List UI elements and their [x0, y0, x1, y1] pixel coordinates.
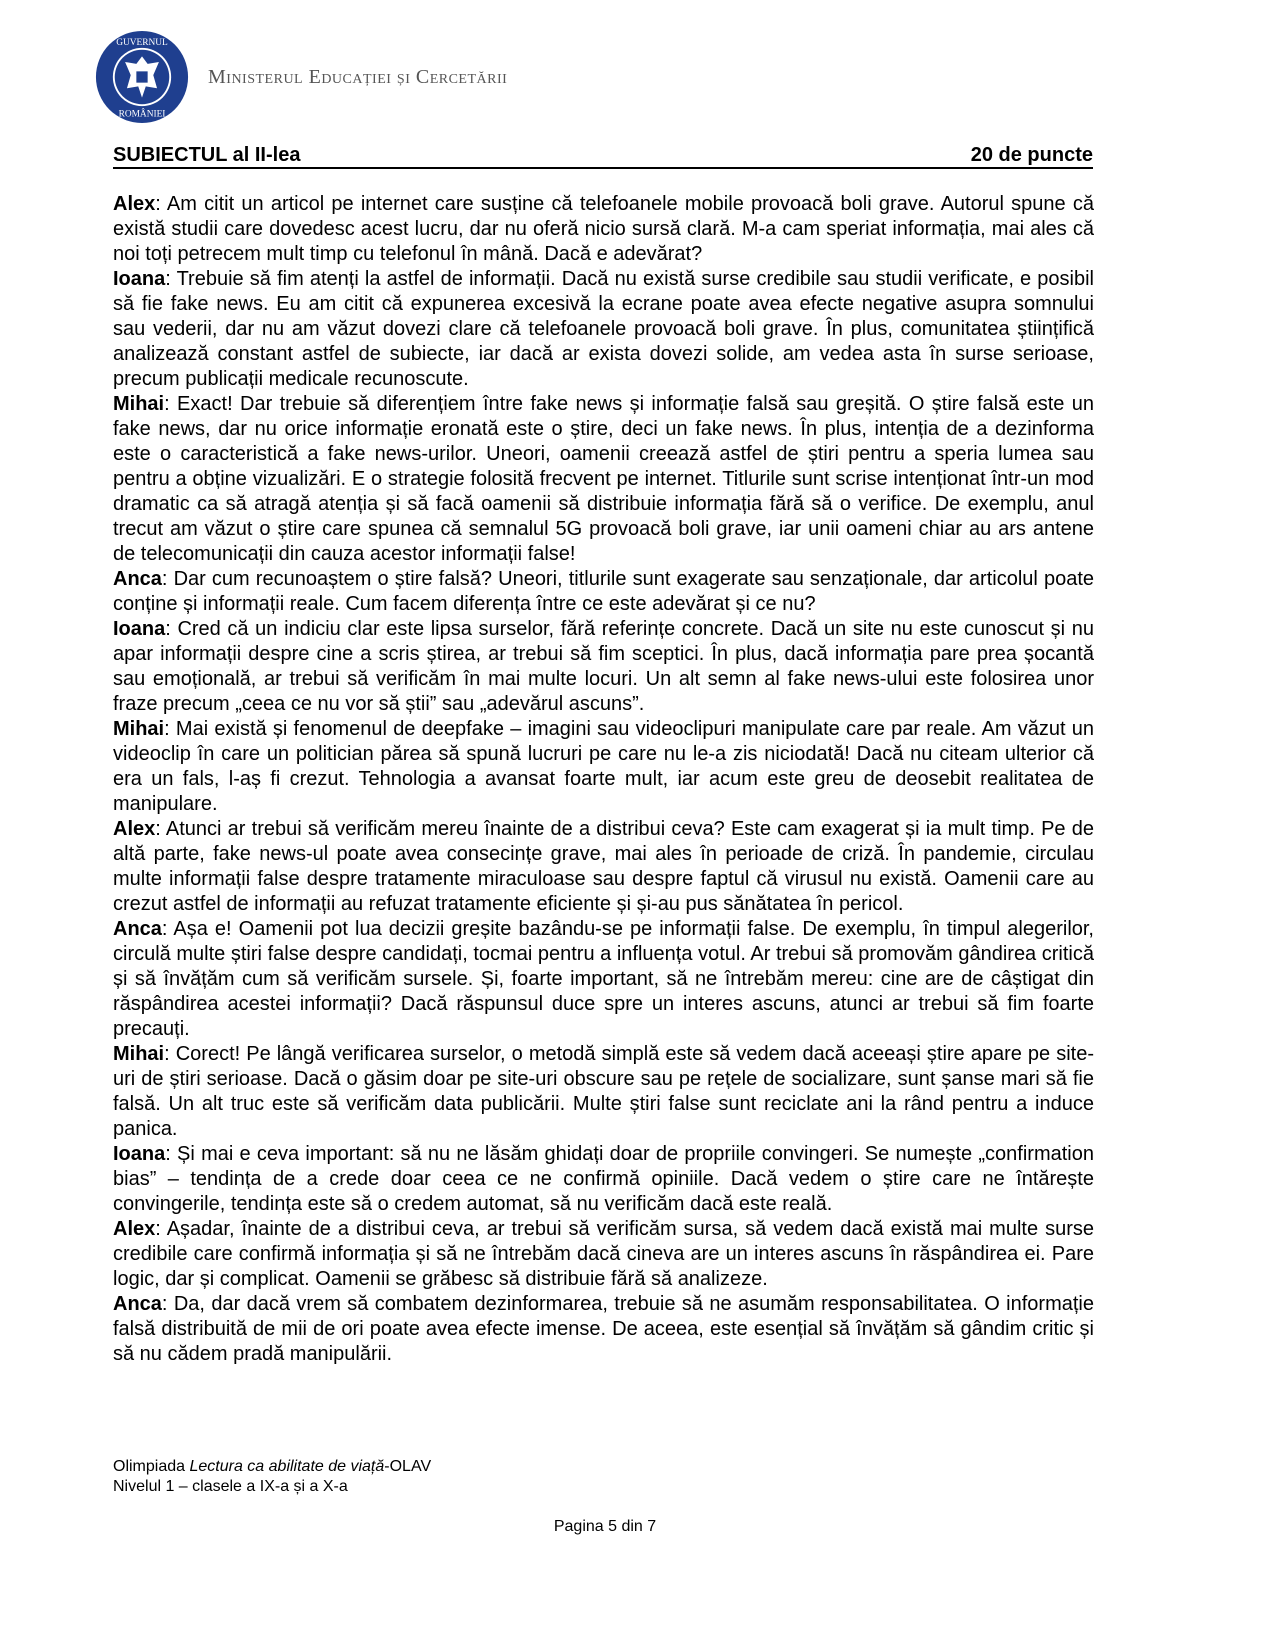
dialogue-entry — [113, 192, 1094, 267]
footer-level: Nivelul 1 – clasele a IX-a și a X-a — [113, 1478, 348, 1495]
dialogue-entry — [113, 1142, 1094, 1217]
subject-title: SUBIECTUL al II-lea — [113, 144, 301, 166]
dialogue-text: : Trebuie să fim atenți la astfel de informații. Dacă nu există surse credibile sau studii verificate, e posibil să fie fake news. Eu am citit că expunerea excesivă la ecrane poate avea efecte negative asupra somnului sau vederii, dar nu am văzut dovezi clare că telefoanele provoacă boli grave. În plus, comunitatea științifică analizează constant astfel de subiecte, iar dacă ar exista dovezi solide, am vedea asta în surse serioase, precum publicații medicale recunoscute. — [113, 268, 1094, 390]
footer-olympiad — [113, 1457, 431, 1477]
dialogue-text: : Așa e! Oamenii pot lua decizii greșite bazându-se pe informații false. De exemplu, în timpul alegerilor, circulă multe știri false despre candidați, tocmai pentru a influența votul. Ar trebui să promovăm gândirea critică și să învățăm cum să verificăm sursele. Și, foarte important, să ne întrebăm mereu: cine are de câștigat din răspândirea acestei informații? Dacă răspunsul duce spre un interes ascuns, atunci ar trebui să fim foarte precauți. — [113, 918, 1094, 1040]
speaker-name: Alex — [113, 193, 156, 215]
dialogue-entry — [113, 917, 1094, 1042]
speaker-name: Alex — [113, 818, 156, 840]
dialogue-entry — [113, 617, 1094, 717]
footer-title: Lectura ca abilitate de viață — [189, 1458, 385, 1475]
speaker-name: Mihai — [113, 1043, 165, 1065]
dialogue-entry — [113, 392, 1094, 567]
page-number: Pagina 5 din 7 — [553, 1518, 657, 1535]
dialogue-text: : Dar cum recunoaștem o știre falsă? Uneori, titlurile sunt exagerate sau senzaționale, dar articolul poate conține și informații reale. Cum facem diferența între ce este adevărat și ce nu? — [113, 568, 1094, 615]
speaker-name: Ioana — [113, 618, 166, 640]
footer — [113, 1457, 431, 1497]
dialogue-text: : Atunci ar trebui să verificăm mereu înainte de a distribui ceva? Este cam exagerat și ia mult timp. Pe de altă parte, fake news-ul poate avea consecințe grave, mai ales în perioade de criză. În pandemie, circulau multe informații false despre tratamente miraculoase sau despre faptul că virusul nu există. Oamenii care au crezut astfel de informații au refuzat tratamente eficiente și și-au pus sănătatea în pericol. — [113, 818, 1094, 915]
speaker-name: Ioana — [113, 268, 166, 290]
subject-points: 20 de puncte — [970, 144, 1093, 166]
dialogue-entry — [113, 567, 1094, 617]
dialogue-text: : Cred că un indiciu clar este lipsa surselor, fără referințe concrete. Dacă un site nu este cunoscut și nu apar informații despre cine a scris știrea, ar trebui să fim sceptici. În plus, dacă informația pare prea șocantă sau emoțională, ar trebui să verificăm în mai multe locuri. Un alt semn al fake news-ului este folosirea unor fraze precum „ceea ce nu vor să știi” sau „adevărul ascuns”. — [113, 618, 1094, 715]
speaker-name: Alex — [113, 1218, 156, 1240]
dialogue-text: : Da, dar dacă vrem să combatem dezinformarea, trebuie să ne asumăm responsabilitatea. O informație falsă distribuită de mii de ori poate avea efecte imense. De aceea, este esențial să învățăm să gândim critic și să nu cădem pradă manipulării. — [113, 1293, 1094, 1365]
ministry-name: Ministerul Educației și Cercetării — [208, 66, 508, 88]
dialogue-text: : Corect! Pe lângă verificarea surselor, o metodă simplă este să vedem dacă aceeași știre apare pe site-uri de știri serioase. Dacă o găsim doar pe site-uri obscure sau pe rețele de socializare, sunt șanse mari să fie falsă. Un alt truc este să verificăm data publicării. Multe știri false sunt reciclate ani la rând pentru a induce panica. — [113, 1043, 1094, 1140]
speaker-name: Ioana — [113, 1143, 166, 1165]
dialogue-entry — [113, 717, 1094, 817]
svg-text:GUVERNUL: GUVERNUL — [116, 38, 168, 49]
footer-prefix: Olimpiada — [113, 1458, 190, 1475]
government-seal-logo — [95, 30, 189, 124]
dialogue — [113, 192, 1094, 1367]
dialogue-text: : Am citit un articol pe internet care susține că telefoanele mobile provoacă boli grave. Autorul spune că există studii care dovedesc acest lucru, dar nu oferă nicio sursă clară. M-a cam speriat informația, mai ales că noi toți petrecem mult timp cu telefonul în mână. Dacă e adevărat? — [113, 193, 1094, 265]
speaker-name: Mihai — [113, 718, 165, 740]
svg-text:ROMÂNIEI: ROMÂNIEI — [118, 109, 166, 120]
dialogue-entry — [113, 1042, 1094, 1142]
dialogue-text: : Și mai e ceva important: să nu ne lăsăm ghidați doar de propriile convingeri. Se numește „confirmation bias” – tendința de a crede doar ceea ce ne confirmă opiniile. Dacă vedem o știre care ne întărește convingerile, tendința este să o credem automat, să nu verificăm dacă este reală. — [113, 1143, 1094, 1215]
speaker-name: Anca — [113, 568, 162, 590]
footer-suffix: -OLAV — [384, 1458, 432, 1475]
dialogue-text: : Așadar, înainte de a distribui ceva, ar trebui să verificăm sursa, să vedem dacă există mai multe surse credibile care confirmă informația și să ne întrebăm dacă cineva are un interes ascuns în răspândirea ei. Pare logic, dar și complicat. Oamenii se grăbesc să distribuie fără să analizeze. — [113, 1218, 1094, 1290]
subject-header — [113, 143, 1093, 169]
dialogue-entry — [113, 817, 1094, 917]
dialogue-entry — [113, 267, 1094, 392]
speaker-name: Mihai — [113, 393, 165, 415]
speaker-name: Anca — [113, 918, 162, 940]
dialogue-text: : Mai există și fenomenul de deepfake – imagini sau videoclipuri manipulate care par reale. Am văzut un videoclip în care un politician părea să spună lucruri pe care nu le-a zis niciodată! Dacă nu citeam ulterior că era un fals, l-aș fi crezut. Tehnologia a avansat foarte mult, iar acum este greu de deosebit realitatea de manipulare. — [113, 718, 1094, 815]
dialogue-entry — [113, 1292, 1094, 1367]
speaker-name: Anca — [113, 1293, 162, 1315]
dialogue-text: : Exact! Dar trebuie să diferențiem între fake news și informație falsă sau greșită. O știre falsă este un fake news, dar nu orice informație eronată este o știre, deci un fake news. În plus, intenția de a dezinforma este o caracteristică a fake news-urilor. Uneori, oamenii creează astfel de știri pentru a speria lumea sau pentru a obține vizualizări. E o strategie folosită frecvent pe internet. Titlurile sunt scrise intenționat într-un mod dramatic ca să atragă atenția și să facă oamenii să distribuie informația fără să o verifice. De exemplu, anul trecut am văzut o știre care spunea că semnalul 5G provoacă boli grave, iar unii oameni chiar au ars antene de telecomunicații din cauza acestor informații false! — [113, 393, 1094, 565]
dialogue-entry — [113, 1217, 1094, 1292]
